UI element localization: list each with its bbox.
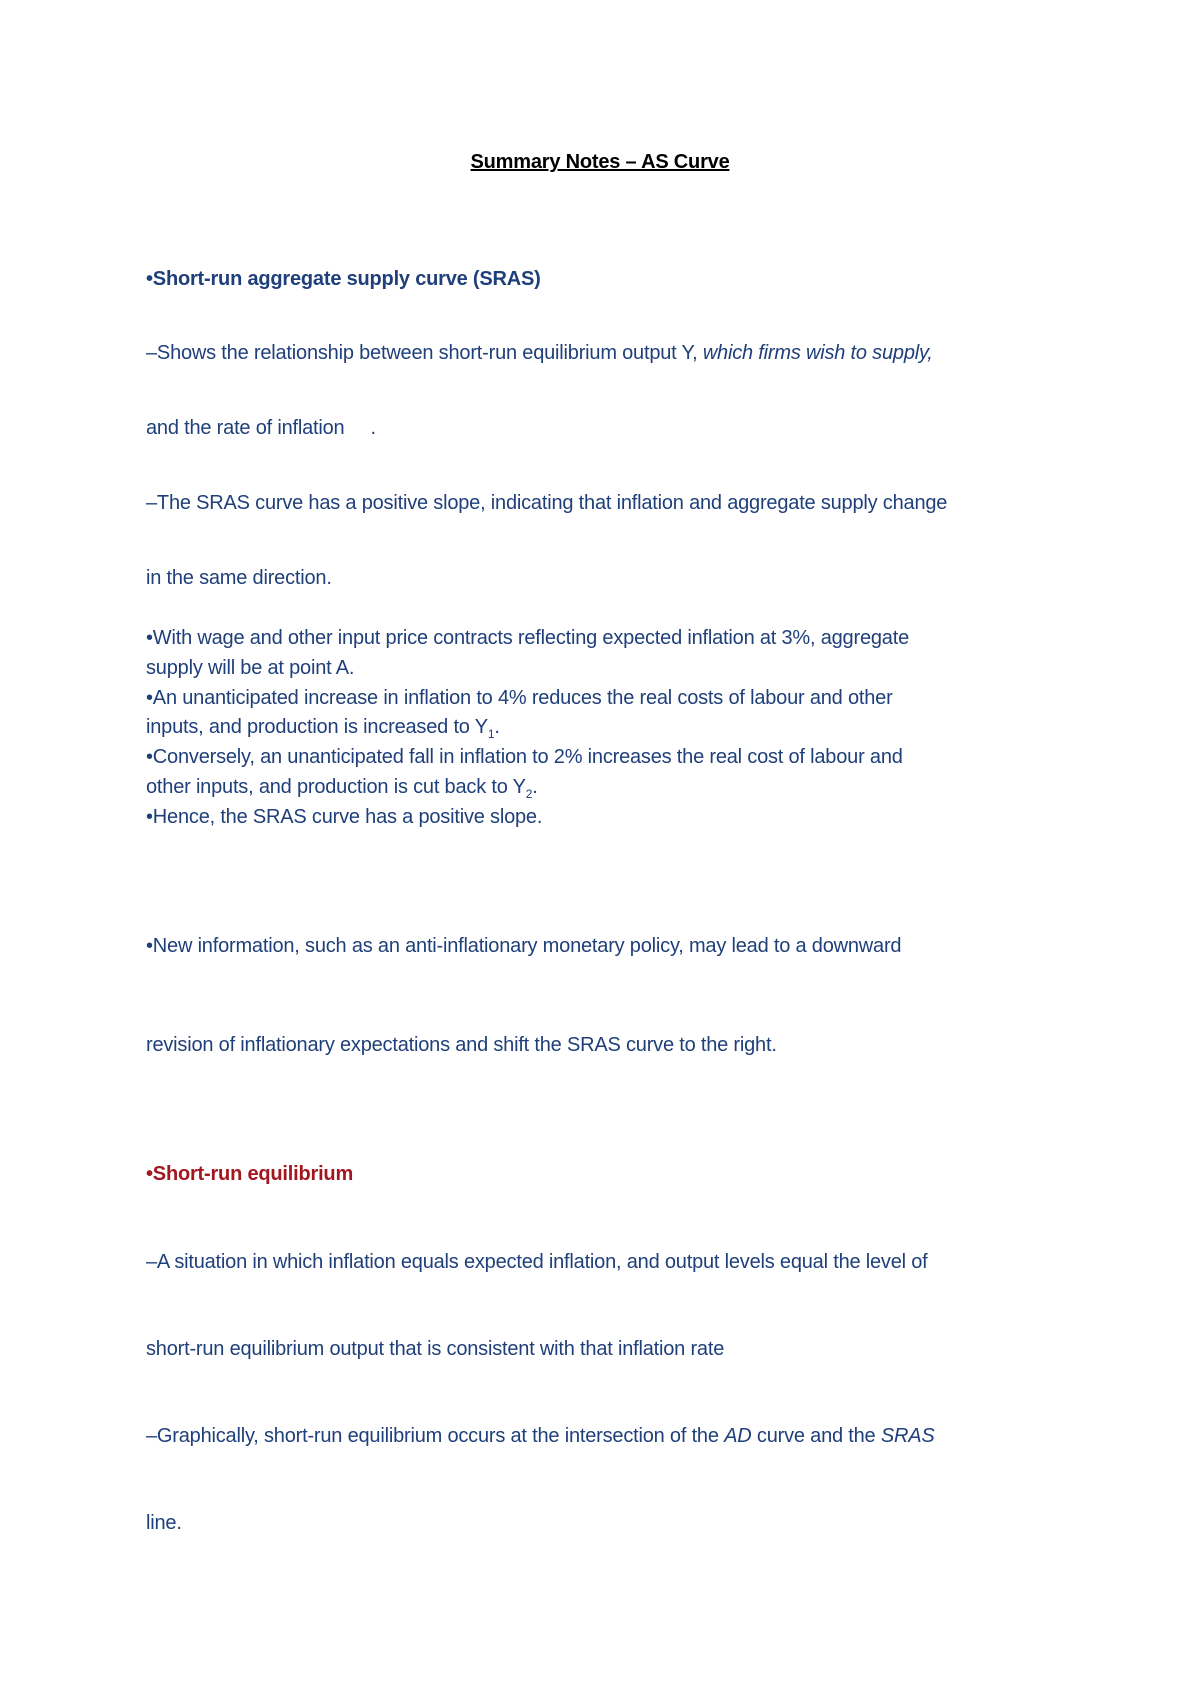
new-info-line-2: revision of inflationary expectations and shift the SRAS curve to the right. [146,1034,777,1056]
bullet-c-end: . [532,776,538,798]
bullet-b-line-2 [146,714,500,740]
graph-text-prefix: –Graphically, short-run equilibrium occurs at the intersection of the [146,1425,725,1447]
sras-heading: •Short-run aggregate supply curve (SRAS) [146,268,541,290]
bullet-b-text: inputs, and production is increased to Y [146,716,488,738]
bullet-b-end: . [494,716,500,738]
sras-slope-line-2: in the same direction. [146,567,332,589]
sras-shows-line-1 [146,340,933,366]
graph-sras-italic: SRAS [880,1425,935,1447]
equilibrium-graph-line-2: line. [146,1512,182,1534]
y1-subscript: 1 [487,727,495,741]
sras-shows-italic: which firms wish to supply, [702,342,933,364]
equilibrium-heading: •Short-run equilibrium [146,1163,354,1185]
equilibrium-graph-line-1 [146,1423,935,1449]
bullet-a-line-2: supply will be at point A. [146,657,355,679]
sras-shows-text-2: and the rate of inflation [146,417,345,439]
sras-shows-text: –Shows the relationship between short-run equilibrium output Y, [146,342,703,364]
bullet-c-text: other inputs, and production is cut back to Y [146,776,526,798]
page-title: Summary Notes – AS Curve [470,151,730,173]
bullet-d: •Hence, the SRAS curve has a positive slope. [146,806,543,828]
sras-shows-line-2 [146,415,376,441]
graph-text-mid: curve and the [751,1425,881,1447]
graph-ad-italic: AD [724,1425,752,1447]
sras-slope-line-1: –The SRAS curve has a positive slope, indicating that inflation and aggregate supply change [146,492,948,514]
bullet-c-line-2 [146,774,538,800]
bullet-b-line-1: •An unanticipated increase in inflation to 4% reduces the real costs of labour and other [146,687,893,709]
sras-shows-end: . [370,417,376,439]
equilibrium-def-line-2: short-run equilibrium output that is consistent with that inflation rate [146,1338,725,1360]
bullet-c-line-1: •Conversely, an unanticipated fall in inflation to 2% increases the real cost of labour and [146,746,903,768]
equilibrium-def-line-1: –A situation in which inflation equals expected inflation, and output levels equal the level of [146,1251,928,1273]
bullet-a-line-1: •With wage and other input price contracts reflecting expected inflation at 3%, aggregate [146,627,909,649]
new-info-line-1: •New information, such as an anti-inflationary monetary policy, may lead to a downward [146,935,902,957]
y2-subscript: 2 [525,787,533,801]
